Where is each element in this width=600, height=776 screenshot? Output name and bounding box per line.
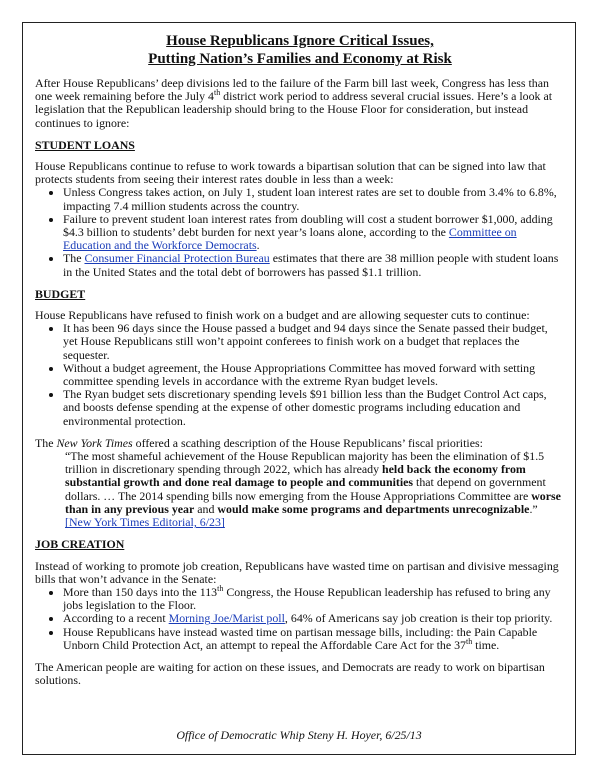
- list-item: [63, 388, 565, 428]
- footer-attribution: Office of Democratic Whip Steny H. Hoyer, 6/25/13: [176, 728, 422, 742]
- nyt-name: New York Times: [56, 435, 133, 450]
- budget-bullet-1: It has been 96 days since the House passed a budget and 94 days since the Senate passed their budget, yet House Republicans still won’t appoint conferees to finish work on a budget that replaces the sequester.: [63, 321, 548, 362]
- jobs-bullet-2: , 64% of Americans say job creation is their top priority.: [284, 611, 553, 626]
- quote-part-4: .”: [529, 501, 538, 516]
- nyt-post: offered a scathing description of the House Republicans’ fiscal priorities:: [132, 435, 483, 450]
- section-heading-budget: BUDGET: [35, 286, 86, 301]
- page-title: [35, 33, 565, 68]
- cfpb-link[interactable]: Consumer Financial Protection Bureau: [84, 251, 270, 266]
- list-item: [63, 362, 565, 388]
- quote-bold-1: held back the economy from substantial growth and done real damage to people and communities: [65, 462, 526, 490]
- jobs-bullet-3-b: time.: [472, 637, 500, 652]
- nyt-pre: The: [35, 435, 57, 450]
- nyt-editorial-link[interactable]: [New York Times Editorial, 6/23]: [65, 515, 225, 530]
- title-line-2: Putting Nation’s Families and Economy at Risk: [148, 50, 452, 67]
- quote-bold-2: worse than in any previous year: [65, 488, 561, 516]
- intro-sup: th: [213, 88, 221, 98]
- section-heading-student-loans: STUDENT LOANS: [35, 137, 135, 152]
- document-body: [35, 33, 565, 696]
- intro-text-a: After House Republicans’ deep divisions led to the failure of the Farm bill last week, Congress has less than one week remaining before the July 4: [35, 76, 549, 104]
- nyt-quote: [35, 450, 565, 529]
- jobs-bullet-1-b: Congress, the House Republican leadership has refused to bring any jobs legislation to the Floor.: [63, 584, 551, 613]
- jobs-bullet-1-a: More than 150 days into the 113: [63, 584, 218, 599]
- student-loans-bullet-2: Failure to prevent student loan interest rates from doubling will cost a student borrower $1,000, adding $4.3 billion to students’ debt burden for next year’s loans alone, according to the: [63, 211, 553, 240]
- jobs-bullet-3-a: House Republicans have instead wasted time on partisan message bills, including: the Pain Capable Unborn Child Protection Act, an attempt to repeal the Affordable Care Act for the 37: [63, 624, 538, 652]
- title-line-1: House Republicans Ignore Critical Issues,: [166, 33, 434, 49]
- intro-paragraph: [35, 77, 565, 130]
- budget-bullet-2: Without a budget agreement, the House Appropriations Committee has moved forward with setting committee spending levels in accordance with the extreme Ryan budget levels.: [63, 360, 536, 389]
- budget-list: [35, 322, 565, 428]
- student-loans-bullet-3-pre: The: [63, 251, 85, 266]
- committee-link[interactable]: Committee on Education and the Workforce Democrats: [63, 225, 517, 253]
- marist-poll-link[interactable]: Morning Joe/Marist poll: [168, 611, 285, 626]
- list-item: [63, 583, 565, 613]
- list-item: [63, 252, 565, 278]
- quote-part-1: “The most shameful achievement of the House Republican majority has been the elimination of $1.5 trillion in discretionary spending through 2022, which has already: [65, 449, 545, 477]
- section-heading-job-creation: JOB CREATION: [35, 537, 125, 552]
- closing-paragraph: The American people are waiting for action on these issues, and Democrats are ready to work on bipartisan solutions.: [35, 659, 545, 688]
- intro-text-b: district work period to address several crucial issues. Here’s a look at legislation that the Republican leadership should bring to the House Floor for consideration, but instead continues to ignore:: [35, 89, 553, 130]
- jobs-bullet-2-pre: According to a recent: [63, 611, 169, 626]
- jobs-lead: Instead of working to promote job creation, Republicans have wasted time on partisan and divisive messaging bills that won’t advance in the Senate:: [35, 558, 559, 586]
- jobs-bullet-1-sup: th: [217, 583, 224, 593]
- budget-bullet-3: The Ryan budget sets discretionary spending levels $91 billion less than the Budget Control Act caps, and boosts defense spending at the expense of other domestic programs including education and environmental protection.: [63, 387, 547, 428]
- student-loans-bullet-2-end: .: [256, 238, 260, 253]
- quote-part-3: and: [194, 501, 218, 516]
- student-loans-bullet-1: Unless Congress takes action, on July 1, student loan interest rates are set to double from 3.4% to 6.8%, impacting 7.4 million students across the country.: [63, 185, 557, 213]
- student-loans-list: [35, 186, 565, 278]
- budget-lead: House Republicans have refused to finish work on a budget and are allowing sequester cuts to continue:: [35, 308, 530, 323]
- quote-bold-3: would make some programs and departments unrecognizable: [217, 501, 530, 516]
- list-item: [63, 322, 565, 362]
- student-loans-bullet-3: estimates that there are 38 million people with student loans in the United States and the total debt of borrowers has passed $1.1 trillion.: [63, 251, 559, 279]
- list-item: [63, 626, 565, 652]
- student-loans-lead: House Republicans continue to refuse to work towards a bipartisan solution that can be signed into law that protects students from seeing their interest rates double in less than a week:: [35, 159, 546, 187]
- jobs-bullet-3-sup: th: [465, 636, 473, 646]
- list-item: [63, 186, 565, 212]
- quote-part-2: that depend on government dollars. … The 2014 spending bills now emerging from the House Appropriations Committee are: [65, 475, 546, 503]
- list-item: [63, 213, 565, 253]
- jobs-list: [35, 583, 565, 652]
